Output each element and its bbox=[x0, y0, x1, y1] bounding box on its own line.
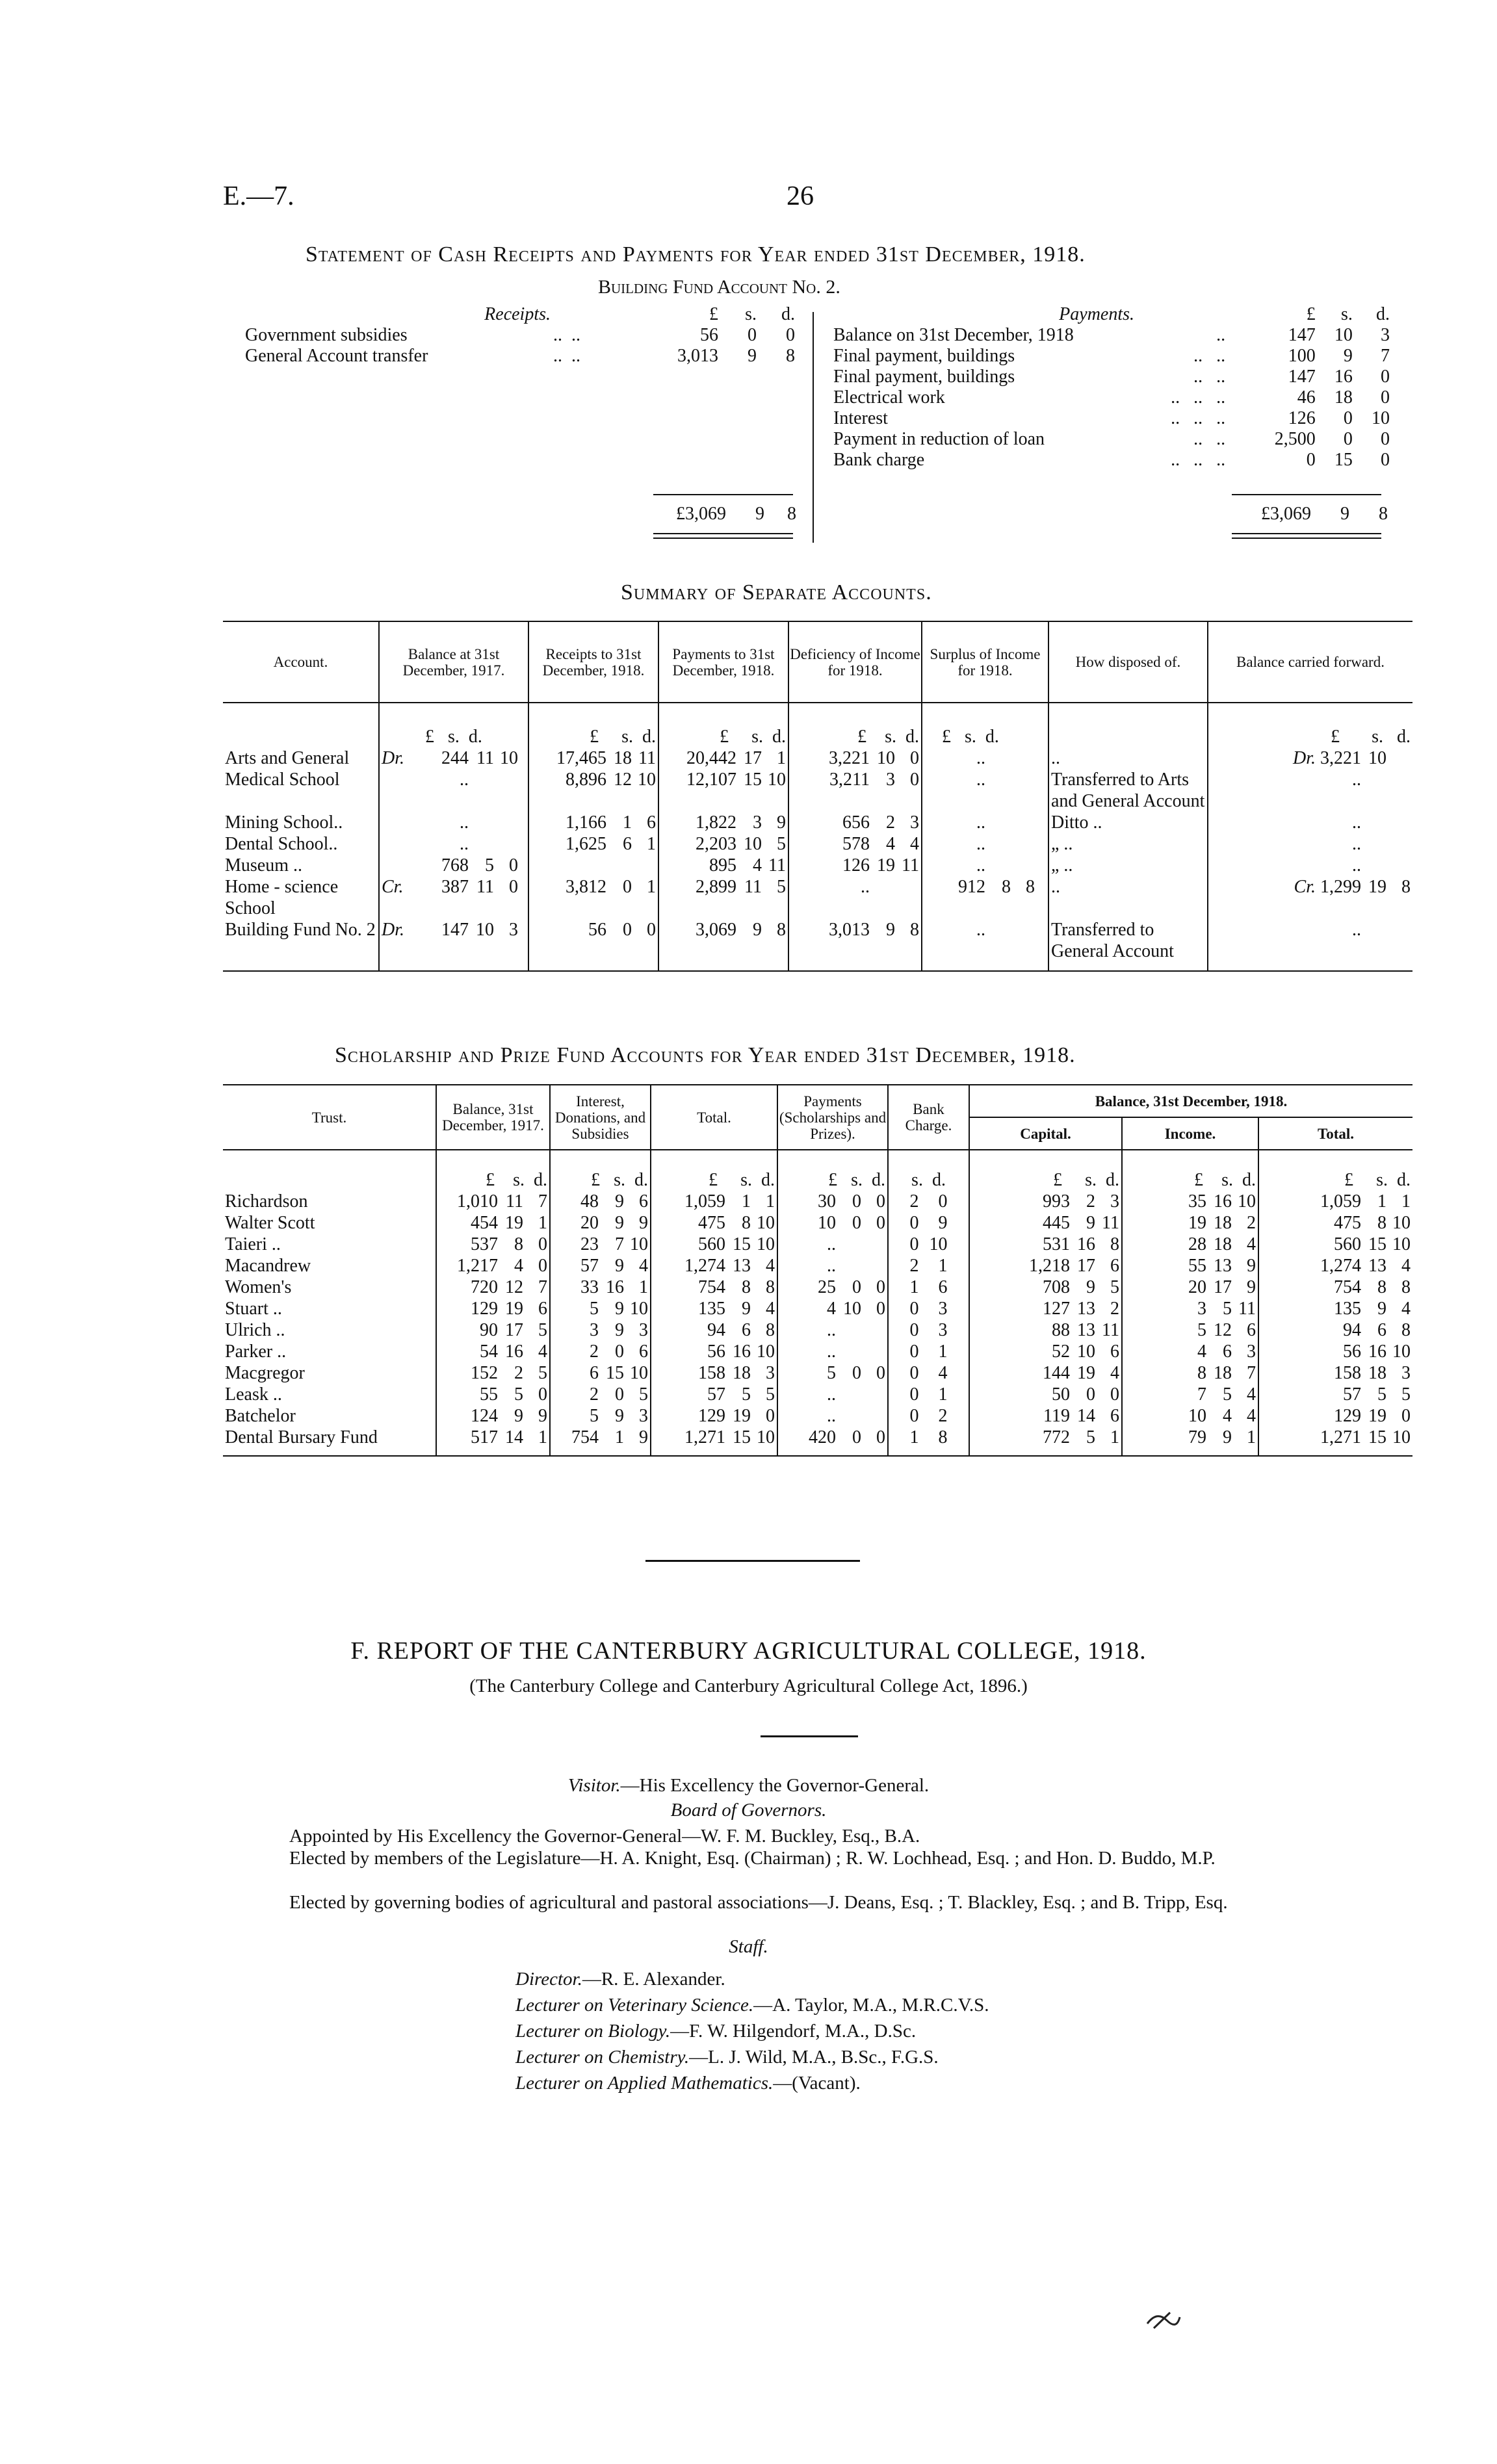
scholarship-title: Scholarship and Prize Fund Accounts for Year ended 31st December, 1918. bbox=[335, 1043, 1076, 1067]
cash-statement-subtitle: Building Fund Account No. 2. bbox=[598, 276, 840, 298]
board-line-associations: Elected by governing bodies of agricultural and pastoral associations—J. Deans, Esq. ; T. Blackley, Esq. ; and B. Tripp, Esq. bbox=[289, 1892, 1228, 1913]
summary-account: Mining School.. bbox=[223, 812, 379, 833]
scholarship-row: Leask .. 55 5 0 2 0 5 57 5 5 .. 0 1 50 0 0 7 5 4 57 5 5 bbox=[223, 1384, 1412, 1405]
scholarship-trust: Macandrew bbox=[223, 1255, 436, 1277]
receipt-row: Government subsidies .. .. 56 0 0 bbox=[245, 325, 795, 345]
section-separator bbox=[645, 1560, 860, 1562]
visitor-text: —His Excellency the Governor-General. bbox=[620, 1775, 930, 1796]
visitor-line bbox=[0, 1774, 1497, 1796]
summary-header-disposed: How disposed of. bbox=[1048, 621, 1208, 703]
summary-row: Medical School .. 8,896 12 10 12,107 15 10 3,211 3 0 .. Transferred to Arts and General Account .. bbox=[223, 769, 1412, 812]
payments-heading: Payments. bbox=[1059, 304, 1135, 324]
summary-row: Museum .. 768 5 0 895 4 11 126 19 11 .. „ .. .. bbox=[223, 855, 1412, 876]
staff-list bbox=[515, 1966, 989, 2096]
summary-header-forward: Balance carried forward. bbox=[1208, 621, 1412, 703]
summary-row: Arts and General Dr. 244 11 10 17,465 18 11 20,442 17 1 3,221 10 0 .. .. Dr. 3,221 10 bbox=[223, 747, 1412, 769]
staff-item: Lecturer on Applied Mathematics.—(Vacant). bbox=[515, 2073, 861, 2094]
page-number: 26 bbox=[787, 181, 814, 211]
summary-disposed: .. bbox=[1048, 747, 1208, 769]
receipts-total-double-rule bbox=[653, 533, 793, 539]
page-code: E.—7. bbox=[223, 181, 294, 211]
printer-mark-icon bbox=[1144, 2307, 1183, 2333]
summary-row: Dental School.. .. 1,625 6 1 2,203 10 5 578 4 4 .. „ .. .. bbox=[223, 833, 1412, 855]
receipts-total: £3,069 9 8 bbox=[676, 504, 796, 524]
staff-item: Lecturer on Veterinary Science.—A. Taylor, M.A., M.R.C.V.S. bbox=[515, 1995, 989, 2016]
scholarship-trust: Batchelor bbox=[223, 1405, 436, 1427]
sch-header-capital: Capital. bbox=[969, 1117, 1122, 1150]
scholarship-trust: Parker .. bbox=[223, 1341, 436, 1362]
scholarship-row: Dental Bursary Fund 517 14 1 754 1 9 1,271 15 10 420 0 0 1 8 772 5 1 79 9 1 1,271 15 10 bbox=[223, 1427, 1412, 1448]
sch-header-payments: Payments (Scholarships and Prizes). bbox=[777, 1085, 888, 1150]
summary-row: Mining School.. .. 1,166 1 6 1,822 3 9 656 2 3 .. Ditto .. .. bbox=[223, 812, 1412, 833]
scholarship-trust: Ulrich .. bbox=[223, 1319, 436, 1341]
payments-total-rule bbox=[1232, 494, 1381, 495]
scholarship-trust: Macgregor bbox=[223, 1362, 436, 1384]
payment-row: Final payment, buildings .. .. 100 9 7 bbox=[833, 346, 1390, 366]
summary-account: Medical School bbox=[223, 769, 379, 812]
sch-header-total: Total. bbox=[651, 1085, 777, 1150]
visitor-label: Visitor. bbox=[567, 1775, 621, 1796]
report-title: F. REPORT OF THE CANTERBURY AGRICULTURAL COLLEGE, 1918. bbox=[350, 1637, 1147, 1665]
cash-statement-title: Statement of Cash Receipts and Payments for Year ended 31st December, 1918. bbox=[306, 242, 1086, 266]
scholarship-table: Trust. Balance, 31st December, 1917. Interest, Donations, and Subsidies Total. Payments (Scholarships and Prizes). Bank Charge. Balance, 31st December, 1918. Capital. Income. Total. £ s. d. £ s. d. £ s. d. £ s. d. s. d. £ s. d. £ s. d. £ s. d. Richardson 1,010 11 7 48 9 6 1,059 1 1 30 0 0 2 0 993 2 3 35 16 10 1,059 1 1 Walter Scott 454 19 1 20 9 9 475 8 10 10 0 0 0 9 445 9 11 19 18 2 475 8 10 Taieri .. 537 8 0 23 7 10 560 15 10 .. 0 10 531 16 8 28 18 4 560 15 10 Macandrew 1,217 4 0 57 9 4 1,274 13 4 .. 2 1 1,218 17 6 55 13 9 1,274 13 4 Women's 720 12 7 33 16 1 754 8 8 25 0 0 1 6 708 9 5 20 17 9 754 8 8 Stuart .. 129 19 6 5 9 10 135 9 4 4 10 0 0 3 127 13 2 3 5 11 135 9 4 Ulrich .. 90 17 5 3 9 3 94 6 8 .. 0 3 88 13 11 5 12 6 94 6 8 Parker .. 54 16 4 2 0 6 56 16 10 .. 0 1 52 10 6 4 6 3 56 16 10 Macgregor 152 2 5 6 15 10 158 18 3 5 0 0 0 4 144 19 4 8 18 7 158 18 3 Leask .. 55 5 0 2 0 5 57 5 5 .. 0 1 50 0 0 7 5 4 57 5 5 Batchelor 124 9 9 5 9 3 129 19 0 .. 0 2 119 14 6 10 4 4 129 19 0 Dental Bursary Fund 517 14 1 754 1 9 1,271 15 10 420 0 0 1 8 772 5 1 79 9 1 1,271 15 10 bbox=[223, 1084, 1412, 1457]
scholarship-trust: Women's bbox=[223, 1277, 436, 1298]
summary-account: Building Fund No. 2 bbox=[223, 919, 379, 962]
payment-row: Final payment, buildings .. .. 147 16 0 bbox=[833, 367, 1390, 387]
staff-item: Lecturer on Biology.—F. W. Hilgendorf, M.A., D.Sc. bbox=[515, 2021, 917, 2042]
summary-disposed: Transferred to General Account bbox=[1048, 919, 1208, 962]
unit-pound: £ bbox=[709, 304, 718, 324]
scholarship-row: Walter Scott 454 19 1 20 9 9 475 8 10 10 0 0 0 9 445 9 11 19 18 2 475 8 10 bbox=[223, 1212, 1412, 1234]
staff-item: Lecturer on Chemistry.—L. J. Wild, M.A., B.Sc., F.G.S. bbox=[515, 2047, 939, 2068]
summary-disposed: Transferred to Arts and General Account bbox=[1048, 769, 1208, 812]
report-title-rule bbox=[761, 1735, 858, 1737]
sch-header-balance: Balance, 31st December, 1917. bbox=[436, 1085, 550, 1150]
summary-header-surplus: Surplus of Income for 1918. bbox=[922, 621, 1048, 703]
payments-total: £3,069 9 8 bbox=[1261, 504, 1388, 524]
summary-account: Arts and General bbox=[223, 747, 379, 769]
receipts-total-rule bbox=[653, 494, 793, 495]
summary-disposed: „ .. bbox=[1048, 855, 1208, 876]
summary-header-payments: Payments to 31st December, 1918. bbox=[658, 621, 788, 703]
scholarship-trust: Stuart .. bbox=[223, 1298, 436, 1319]
summary-account: Dental School.. bbox=[223, 833, 379, 855]
board-line-legislature: Elected by members of the Legislature—H. A. Knight, Esq. (Chairman) ; R. W. Lochhead, Esq. ; and Hon. D. Buddo, M.P. bbox=[289, 1848, 1216, 1869]
summary-account: Home - science School bbox=[223, 876, 379, 919]
report-subtitle: (The Canterbury College and Canterbury Agricultural College Act, 1896.) bbox=[469, 1676, 1028, 1696]
summary-table: Account. Balance at 31st December, 1917. Receipts to 31st December, 1918. Payments to 31st December, 1918. Deficiency of Income for 1918. Surplus of Income for 1918. How disposed of. Balance carried forward. £ s. d. £ s. d. £ s. d. £ s. d. £ s. d. £ s. d. Arts and General Dr. 244 11 10 17,465 18 11 20,442 17 1 3,221 10 0 .. .. Dr. 3,221 10 Medical School .. 8,896 12 10 12,107 15 10 3,211 3 0 .. Transferred to Arts and General Account .. Mining School.. .. 1,166 1 6 1,822 3 9 656 2 3 .. Ditto .. .. Dental School.. .. 1,625 6 1 2,203 10 5 578 4 4 .. „ .. .. Museum .. 768 5 0 895 4 11 126 19 11 .. „ .. .. Home - science School Cr. 387 11 0 3,812 0 1 2,899 11 5 .. 912 8 8 .. Cr. 1,299 19 8 Building Fund No. 2 Dr. 147 10 3 56 0 0 3,069 9 8 3,013 9 8 .. Transferred to General Account .. bbox=[223, 621, 1412, 972]
summary-header-account: Account. bbox=[223, 621, 379, 703]
sch-header-income: Income. bbox=[1122, 1117, 1258, 1150]
scholarship-row: Richardson 1,010 11 7 48 9 6 1,059 1 1 30 0 0 2 0 993 2 3 35 16 10 1,059 1 1 bbox=[223, 1191, 1412, 1212]
summary-disposed: „ .. bbox=[1048, 833, 1208, 855]
receipts-heading: Receipts. bbox=[484, 304, 551, 324]
board-line-appointed: Appointed by His Excellency the Governor-General—W. F. M. Buckley, Esq., B.A. bbox=[289, 1826, 920, 1847]
sch-header-interest: Interest, Donations, and Subsidies bbox=[550, 1085, 651, 1150]
unit-pence: d. bbox=[781, 304, 795, 324]
payment-row: Balance on 31st December, 1918 .. 147 10 3 bbox=[833, 325, 1390, 345]
scholarship-row: Batchelor 124 9 9 5 9 3 129 19 0 .. 0 2 119 14 6 10 4 4 129 19 0 bbox=[223, 1405, 1412, 1427]
unit-shilling: s. bbox=[745, 304, 757, 324]
payment-row: Payment in reduction of loan .. .. 2,500 0 0 bbox=[833, 429, 1390, 449]
summary-header-deficiency: Deficiency of Income for 1918. bbox=[788, 621, 922, 703]
sch-header-trust: Trust. bbox=[223, 1085, 436, 1150]
scholarship-trust: Taieri .. bbox=[223, 1234, 436, 1255]
scholarship-trust: Walter Scott bbox=[223, 1212, 436, 1234]
sch-header-total2: Total. bbox=[1258, 1117, 1412, 1150]
summary-row: Building Fund No. 2 Dr. 147 10 3 56 0 0 3,069 9 8 3,013 9 8 .. Transferred to General Account .. bbox=[223, 919, 1412, 962]
receipts-section bbox=[244, 304, 796, 367]
receipt-row: General Account transfer .. .. 3,013 9 8 bbox=[245, 346, 795, 366]
scholarship-trust: Richardson bbox=[223, 1191, 436, 1212]
scholarship-row: Stuart .. 129 19 6 5 9 10 135 9 4 4 10 0 0 3 127 13 2 3 5 11 135 9 4 bbox=[223, 1298, 1412, 1319]
payment-row: Electrical work .. .. .. 46 18 0 bbox=[833, 387, 1390, 408]
scholarship-row: Ulrich .. 90 17 5 3 9 3 94 6 8 .. 0 3 88 13 11 5 12 6 94 6 8 bbox=[223, 1319, 1412, 1341]
summary-title: Summary of Separate Accounts. bbox=[621, 580, 932, 604]
scholarship-row: Taieri .. 537 8 0 23 7 10 560 15 10 .. 0 10 531 16 8 28 18 4 560 15 10 bbox=[223, 1234, 1412, 1255]
scholarship-row: Macgregor 152 2 5 6 15 10 158 18 3 5 0 0 0 4 144 19 4 8 18 7 158 18 3 bbox=[223, 1362, 1412, 1384]
scholarship-trust: Leask .. bbox=[223, 1384, 436, 1405]
summary-account: Museum .. bbox=[223, 855, 379, 876]
payment-row: Bank charge .. .. .. 0 15 0 bbox=[833, 450, 1390, 470]
sch-header-bank: Bank Charge. bbox=[888, 1085, 969, 1150]
summary-disposed: Ditto .. bbox=[1048, 812, 1208, 833]
scholarship-row: Parker .. 54 16 4 2 0 6 56 16 10 .. 0 1 52 10 6 4 6 3 56 16 10 bbox=[223, 1341, 1412, 1362]
board-heading: Board of Governors. bbox=[670, 1800, 827, 1821]
summary-disposed: .. bbox=[1048, 876, 1208, 919]
summary-header-balance: Balance at 31st December, 1917. bbox=[379, 621, 528, 703]
payments-total-double-rule bbox=[1232, 533, 1381, 539]
scholarship-trust: Dental Bursary Fund bbox=[223, 1427, 436, 1448]
summary-row: Home - science School Cr. 387 11 0 3,812 0 1 2,899 11 5 .. 912 8 8 .. Cr. 1,299 19 8 bbox=[223, 876, 1412, 919]
cash-divider bbox=[813, 312, 814, 543]
sch-header-balance-1918: Balance, 31st December, 1918. bbox=[969, 1085, 1412, 1117]
scholarship-row: Macandrew 1,217 4 0 57 9 4 1,274 13 4 .. 2 1 1,218 17 6 55 13 9 1,274 13 4 bbox=[223, 1255, 1412, 1277]
payment-row: Interest .. .. .. 126 0 10 bbox=[833, 408, 1390, 428]
staff-item: Director.—R. E. Alexander. bbox=[515, 1969, 725, 1990]
payments-section: Payments. £ s. d. Balance on 31st December, 1918 .. 147 10 3 Final payment, buildings .. .. 100 9 7 Final payment, buildings .. .. 147 16 0 Electrical work .. .. .. 46 18 0 Interest .. .. .. 126 0 10 Payment in reduction of loan .. .. 2,500 0 0 Bank charge .. .. .. 0 15 0 bbox=[833, 304, 1390, 470]
staff-heading: Staff. bbox=[729, 1936, 768, 1957]
scholarship-row: Women's 720 12 7 33 16 1 754 8 8 25 0 0 1 6 708 9 5 20 17 9 754 8 8 bbox=[223, 1277, 1412, 1298]
summary-header-receipts: Receipts to 31st December, 1918. bbox=[528, 621, 658, 703]
